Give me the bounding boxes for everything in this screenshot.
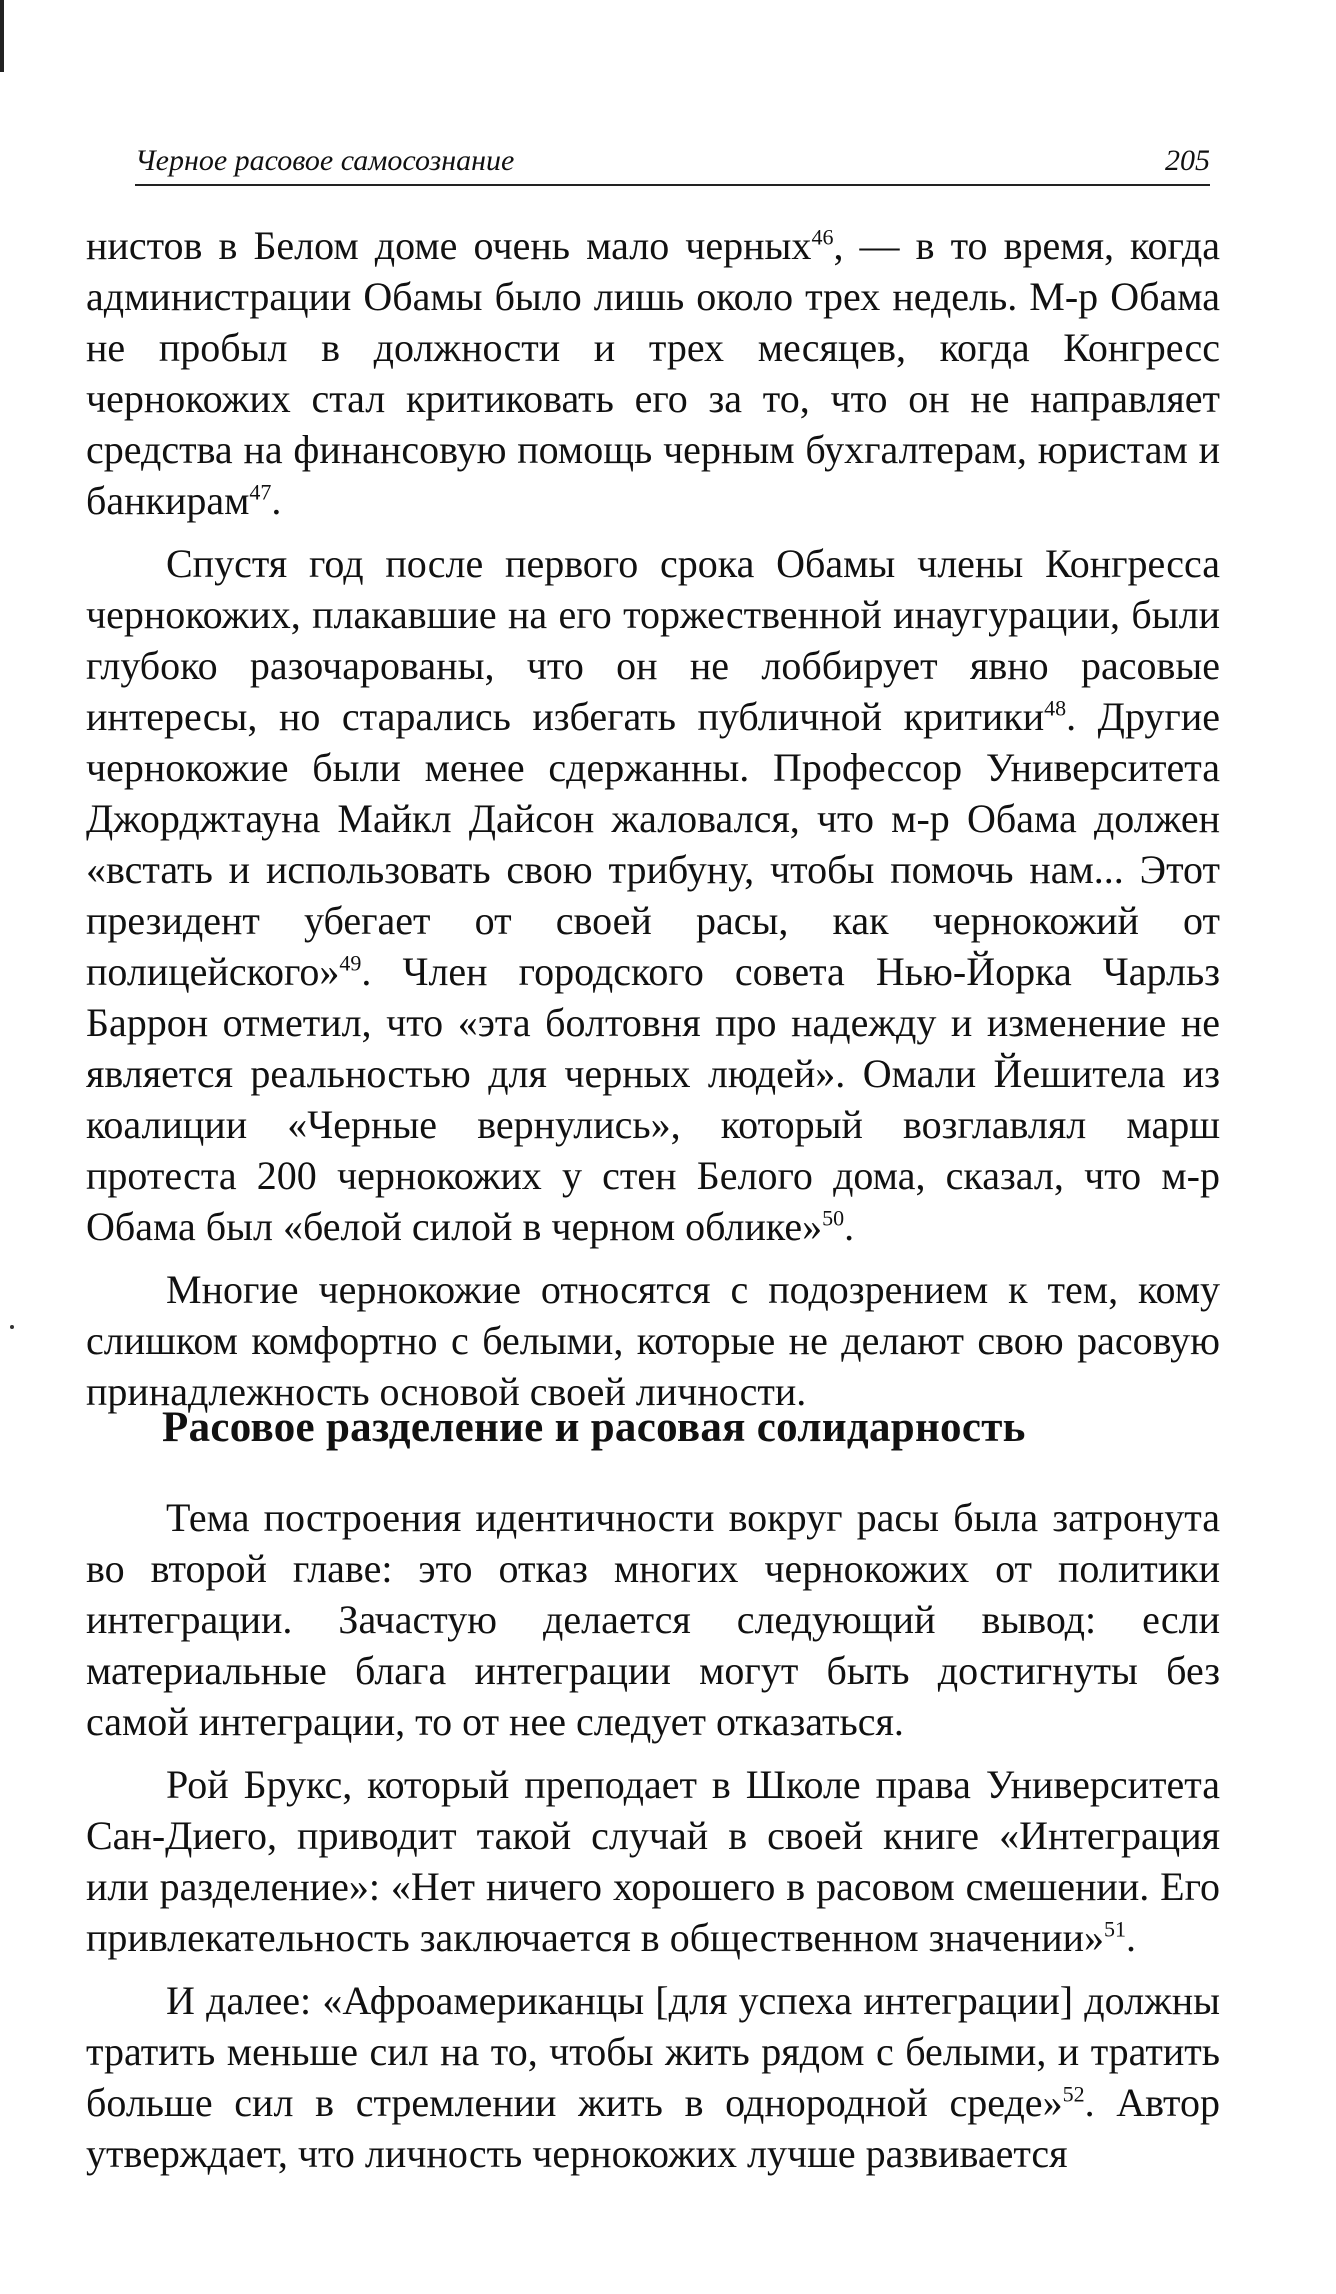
paragraph-1-text-b: , — в то время, когда администрации Обамы было лишь около трех недель. М-р Обама не пробыл в должности и трех месяцев, когда Конгресс чернокожих стал критиковать его за то, что он не направляет средства на финансовую помощь черным бухгалтерам, юристам и банкирам (86, 223, 1220, 523)
footnote-ref-48: 48 (1044, 695, 1067, 721)
paragraph-6-text-a: И далее: «Афроамериканцы [для успеха интеграции] должны тратить меньше сил на то, чтобы жить рядом с белыми, и тратить больше сил в стремлении жить в однородной среде» (86, 1978, 1220, 2125)
running-head (135, 138, 1210, 186)
running-head-title: Черное расовое самосознание (135, 144, 515, 177)
paragraph-5-end: . (1126, 1915, 1137, 1960)
footnote-ref-52: 52 (1062, 2081, 1085, 2107)
paragraph-6-text-b: . Автор утверждает, что личность чернокожих лучше развивается (86, 2080, 1220, 2176)
paragraph-4: Тема построения идентичности вокруг расы была затронута во второй главе: это отказ многих чернокожих от политики интеграции. Зачастую делается следующий вывод: если материальные блага интеграции могут быть достигнуты без самой интеграции, то от нее следует отказаться. (86, 1495, 1220, 1744)
paragraph-2-end: . (844, 1204, 855, 1249)
paragraph-5-text-a: Рой Брукс, который преподает в Школе права Университета Сан-Диего, приводит такой случай в своей книге «Интеграция или разделение»: «Нет ничего хорошего в расовом смешении. Его привлекательность заключается в общественном значении» (86, 1762, 1220, 1960)
paragraph-2-text-b: . Другие чернокожие были менее сдержанны. Профессор Университета Джорджтауна Майкл Дайсон жаловался, что м-р Обама должен «встать и использовать свою трибуну, чтобы помочь нам... Этот президент убегает от своей расы, как чернокожий от полицейского» (86, 694, 1220, 994)
page-number: 205 (1165, 144, 1210, 177)
footnote-ref-46: 46 (811, 224, 834, 250)
paragraph-1-end: . (271, 478, 282, 523)
footnote-ref-49: 49 (339, 950, 362, 976)
paragraph-2 (86, 538, 1220, 1252)
paragraph-2-text-a: Спустя год после первого срока Обамы члены Конгресса чернокожих, плакавшие на его торжественной инаугурации, были глубоко разочарованы, что он не лоббирует явно расовые интересы, но старались избегать публичной критики (86, 541, 1220, 739)
footnote-ref-50: 50 (822, 1205, 845, 1231)
section-heading: Расовое разделение и расовая солидарность (162, 1404, 1026, 1451)
paragraph-2-text-c: . Член городского совета Нью-Йорка Чарльз Баррон отметил, что «эта болтовня про надежду и изменение не является реальностью для черных людей». Омали Йешитела из коалиции «Черные вернулись», который возглавлял марш протеста 200 чернокожих у стен Белого дома, сказал, что м-р Обама был «белой силой в черном облике» (86, 949, 1220, 1249)
body-text-top (86, 220, 1220, 1429)
paragraph-5 (86, 1759, 1220, 1963)
margin-speck (10, 1325, 14, 1329)
paragraph-3: Многие чернокожие относятся с подозрением к тем, кому слишком комфортно с белыми, которые не делают свою расовую принадлежность основой своей личности. (86, 1267, 1220, 1414)
paragraph-6 (86, 1975, 1220, 2179)
page-edge-mark (0, 0, 4, 72)
body-text-bottom (86, 1492, 1220, 2191)
paragraph-1-text-a: нистов в Белом доме очень мало черных (86, 223, 812, 268)
footnote-ref-47: 47 (249, 479, 272, 505)
footnote-ref-51: 51 (1104, 1916, 1127, 1942)
paragraph-1 (86, 220, 1220, 526)
